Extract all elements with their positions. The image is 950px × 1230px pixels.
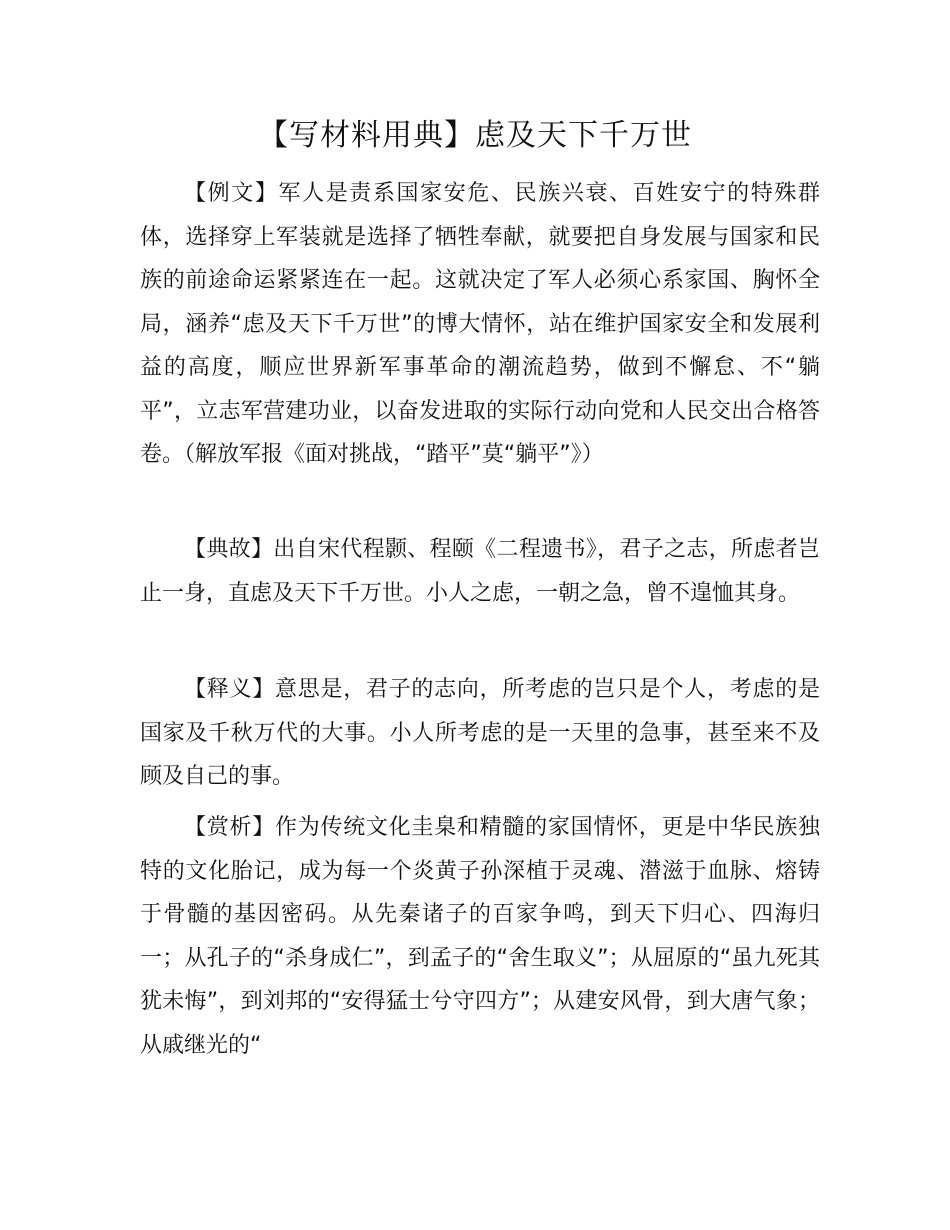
paragraph-tag: 【赏析】	[184, 815, 275, 840]
paragraph-tag: 【释义】	[184, 677, 275, 702]
paragraph-tag: 【例文】	[184, 181, 279, 206]
paragraph-text: 意思是，君子的志向，所考虑的岂只是个人，考虑的是国家及千秋万代的大事。小人所考虑的是一天里的急事，甚至来不及顾及自己的事。	[140, 677, 820, 789]
paragraph-text: 作为传统文化圭臬和精髓的家国情怀，更是中华民族独特的文化胎记，成为每一个炎黄子孙深植于灵魂、潜滋于血脉、熔铸于骨髓的基因密码。从先秦诸子的百家争鸣，到天下归心、四海归一；从孔子的“杀身成仁”，到孟子的“舍生取义”；从屈原的“虽九死其犹未悔”，到刘邦的“安得猛士兮守四方”；从建安风骨，到大唐气象；从戚继光的“	[140, 815, 820, 1058]
paragraph-allusion	[140, 528, 820, 615]
paragraph-meaning	[140, 668, 820, 799]
paragraph-text: 军人是责系国家安危、民族兴衰、百姓安宁的特殊群体，选择穿上军装就是选择了牺牲奉献，就要把自身发展与国家和民族的前途命运紧紧连在一起。这就决定了军人必须心系家国、胸怀全局，涵养“虑及天下千万世”的博大情怀，站在维护国家安全和发展利益的高度，顺应世界新军事革命的潮流趋势，做到不懈怠、不“躺平”，立志军营建功业，以奋发进取的实际行动向党和人民交出合格答卷。（解放军报《面对挑战，“踏平”莫“躺平”》）	[140, 181, 820, 467]
document-title: 【写材料用典】虑及天下千万世	[258, 118, 692, 153]
paragraph-appreciation	[140, 806, 820, 1067]
paragraph-tag: 【典故】	[184, 537, 274, 562]
paragraph-text: 出自宋代程颢、程颐《二程遗书》，君子之志，所虑者岂止一身，直虑及天下千万世。小人之虑，一朝之急，曾不遑恤其身。	[140, 537, 820, 606]
paragraph-example	[140, 172, 820, 477]
